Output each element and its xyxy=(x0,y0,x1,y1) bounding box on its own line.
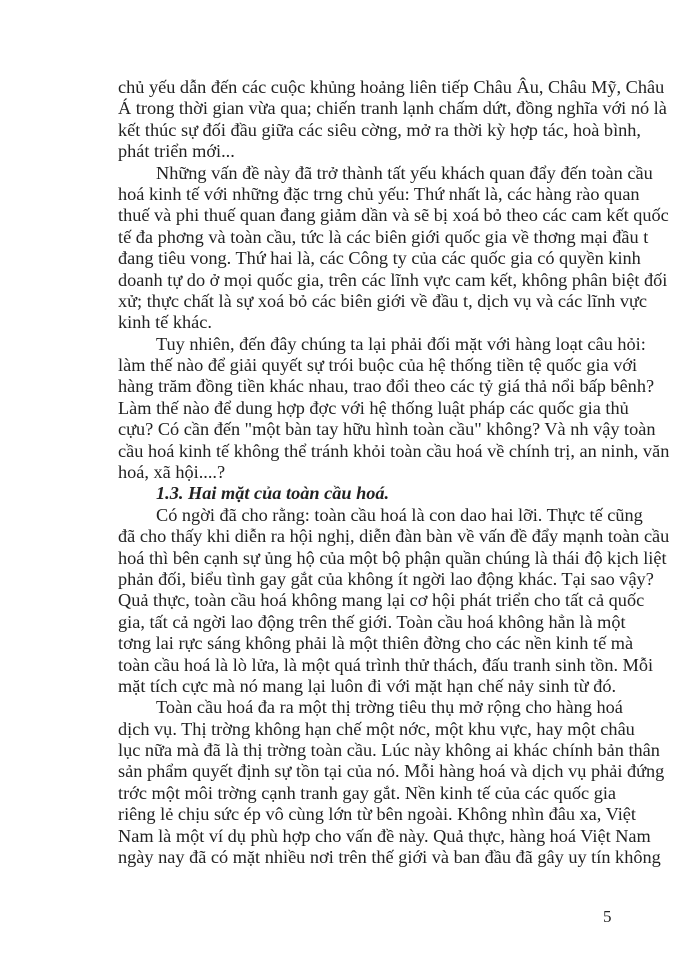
text-line: sản phẩm quyết định sự tồn tại của nó. Mỗi hàng hoá và dịch vụ phải đứng xyxy=(118,761,665,781)
text-line: hoá kinh tế với những đặc trng chủ yếu: Thứ nhất là, các hàng rào quan xyxy=(118,184,640,204)
text-line: Toàn cầu hoá đa ra một thị trờng tiêu thụ mở rộng cho hàng hoá xyxy=(156,697,623,717)
text-line: chủ yếu dẫn đến các cuộc khủng hoảng liên tiếp Châu Âu, Châu Mỹ, Châu xyxy=(118,77,665,97)
text-line: kết thúc sự đối đầu giữa các siêu cờng, mở ra thời kỳ hợp tác, hoà bình, xyxy=(118,120,642,140)
text-line: mặt tích cực mà nó mang lại luôn đi với mặt hạn chế nảy sinh từ đó. xyxy=(118,676,617,696)
text-line: Á trong thời gian vừa qua; chiến tranh lạnh chấm dứt, đồng nghĩa với nó là xyxy=(118,98,667,118)
text-line: thuế và phi thuế quan đang giảm dần và sẽ bị xoá bỏ theo các cam kết quốc xyxy=(118,205,669,225)
text-line: hoá, xã hội....? xyxy=(118,462,226,482)
text-line: tế đa phơng và toàn cầu, tức là các biên giới quốc gia về thơng mại đầu t xyxy=(118,227,649,247)
text-line: đã cho thấy khi diễn ra hội nghị, diễn đàn bàn về vấn đề đẩy mạnh toàn cầu xyxy=(118,526,670,546)
text-line: trớc một môi trờng cạnh tranh gay gắt. Nền kinh tế của các quốc gia xyxy=(118,783,617,803)
page-number: 5 xyxy=(603,907,612,926)
text-line: lục nữa mà đã là thị trờng toàn cầu. Lúc này không ai khác chính bản thân xyxy=(118,740,660,760)
text-line: Nam là một ví dụ phù hợp cho vấn đề này. Quả thực, hàng hoá Việt Nam xyxy=(118,826,651,846)
text-line: hàng trăm đồng tiền khác nhau, trao đổi theo các tỷ giá thả nổi bấp bênh? xyxy=(118,376,655,396)
text-line: làm thế nào để giải quyết sự trói buộc của hệ thống tiền tệ quốc gia với xyxy=(118,355,638,375)
text-line: riêng lẻ chịu sức ép vô cùng lớn từ bên ngoài. Không nhìn đâu xa, Việt xyxy=(118,804,636,824)
text-line: toàn cầu hoá là lò lửa, là một quá trình thử thách, đấu tranh sinh tồn. Mỗi xyxy=(118,655,654,675)
text-line: Có ngời đã cho rằng: toàn cầu hoá là con dao hai lỡi. Thực tế cũng xyxy=(156,505,643,525)
text-line: dịch vụ. Thị trờng không hạn chế một nớc, một khu vực, hay một châu xyxy=(118,719,635,739)
text-line: hoá thì bên cạnh sự ủng hộ của một bộ phận quần chúng là thái độ kịch liệt xyxy=(118,548,667,568)
text-line: Quả thực, toàn cầu hoá không mang lại cơ hội phát triển cho tất cả quốc xyxy=(118,590,645,610)
text-line: cựu? Có cần đến "một bàn tay hữu hình toàn cầu" không? Và nh vậy toàn xyxy=(118,419,656,439)
text-line: xử; thực chất là sự xoá bỏ các biên giới về đầu t, dịch vụ và các lĩnh vực xyxy=(118,291,648,311)
text-line: Làm thế nào để dung hợp đợc với hệ thống luật pháp các quốc gia thủ xyxy=(118,398,629,418)
section-heading: 1.3. Hai mặt của toàn cầu hoá. xyxy=(156,483,390,503)
text-line: Những vấn đề này đã trở thành tất yếu khách quan đẩy đến toàn cầu xyxy=(156,163,653,183)
text-line: gia, tất cả ngời lao động trên thế giới. Toàn cầu hoá không hẳn là một xyxy=(118,612,626,632)
text-line: phản đối, biểu tình gay gắt của không ít ngời lao động khác. Tại sao vậy? xyxy=(118,569,654,589)
text-line: ngày nay đã có mặt nhiều nơi trên thế giới và ban đầu đã gây uy tín không xyxy=(118,847,661,867)
text-line: Tuy nhiên, đến đây chúng ta lại phải đối mặt với hàng loạt câu hỏi: xyxy=(156,334,646,354)
text-line: phát triển mới... xyxy=(118,141,235,161)
text-line: đang tiêu vong. Thứ hai là, các Công ty của các quốc gia có quyền kinh xyxy=(118,248,641,268)
text-line: cầu hoá kinh tế không thể tránh khỏi toàn cầu hoá về chính trị, an ninh, văn xyxy=(118,441,670,461)
text-line: kinh tế khác. xyxy=(118,312,212,332)
text-line: tơng lai rực sáng không phải là một thiên đờng cho các nền kinh tế mà xyxy=(118,633,634,653)
text-line: doanh tự do ở mọi quốc gia, trên các lĩnh vực cam kết, không phân biệt đối xyxy=(118,270,668,290)
